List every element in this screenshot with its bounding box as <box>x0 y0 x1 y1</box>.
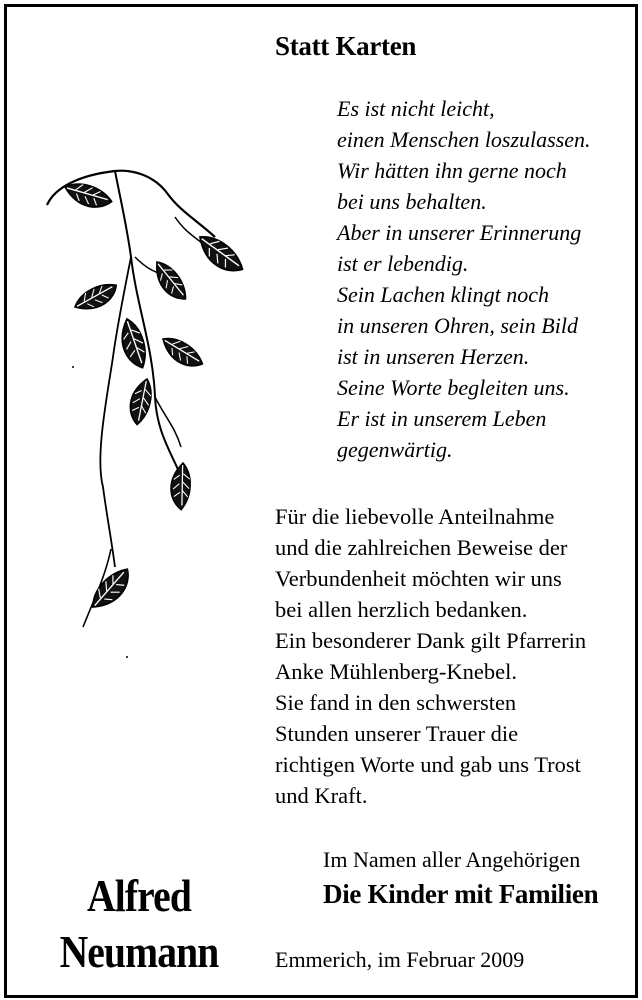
thanks-line: und die zahlreichen Beweise der <box>275 535 568 560</box>
leaf-branch-icon <box>35 157 260 687</box>
poem-line: Seine Worte begleiten uns. <box>337 375 570 400</box>
poem-line: Wir hätten ihn gerne noch <box>337 158 567 183</box>
place-date: Emmerich, im Februar 2009 <box>275 947 525 972</box>
thanks-line: Verbundenheit möchten wir uns <box>275 566 562 591</box>
notice-heading: Statt Karten <box>275 31 417 61</box>
thanks-text <box>275 501 586 811</box>
thanks-line: und Kraft. <box>275 783 368 808</box>
poem-line: in unseren Ohren, sein Bild <box>337 313 578 338</box>
thanks-line: Ein besonderer Dank gilt Pfarrerin <box>275 628 587 653</box>
deceased-first-name: Alfred <box>87 870 191 921</box>
poem-line: Er ist in unserem Leben <box>337 406 547 431</box>
thanks-line: Stunden unserer Trauer die <box>275 721 519 746</box>
thanks-line: richtigen Worte und gab uns Trost <box>275 752 581 777</box>
poem-line: ist in unseren Herzen. <box>337 344 530 369</box>
thanks-line: bei allen herzlich bedanken. <box>275 597 528 622</box>
poem-line: einen Menschen loszulassen. <box>337 127 591 152</box>
poem-line: bei uns behalten. <box>337 189 487 214</box>
poem-line: Sein Lachen klingt noch <box>337 282 550 307</box>
poem-line: Aber in unserer Erinnerung <box>337 220 582 245</box>
thanks-line: Anke Mühlenberg-Knebel. <box>275 659 518 684</box>
thanks-line: Sie fand in den schwersten <box>275 690 517 715</box>
thanks-line: Für die liebevolle Anteilnahme <box>275 504 555 529</box>
poem-line: ist er lebendig. <box>337 251 469 276</box>
signature-family: Die Kinder mit Familien <box>323 879 599 909</box>
poem-line: Es ist nicht leicht, <box>337 96 495 121</box>
deceased-last-name: Neumann <box>59 926 219 977</box>
notice-frame <box>4 4 638 998</box>
poem <box>337 93 591 465</box>
poem-line: gegenwärtig. <box>337 437 453 462</box>
signature-intro: Im Namen aller Angehörigen <box>323 847 581 872</box>
